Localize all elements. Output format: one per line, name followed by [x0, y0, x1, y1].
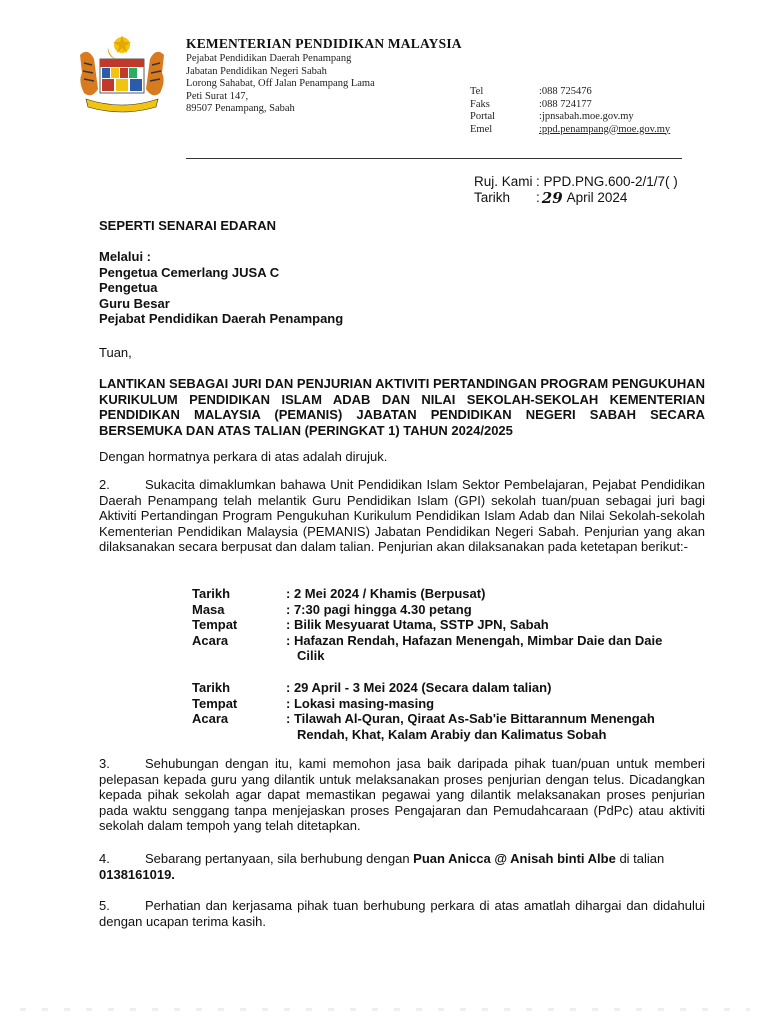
paragraph-5 — [99, 898, 705, 929]
paragraph-number: 4. — [99, 851, 110, 866]
schedule-value: : Hafazan Rendah, Hafazan Menengah, Mimbar Daie dan Daie — [286, 632, 663, 648]
paragraph-number: 2. — [99, 477, 110, 492]
address-line: 89507 Penampang, Sabah — [186, 103, 295, 114]
paragraph-text: Sukacita dimaklumkan bahawa Unit Pendidikan Islam Sektor Pembelajaran, Pejabat Pendidikan Daerah Penampang telah melantik Guru Pendidikan Islam (GPI) sekolah tuan/puan sebagai juri bagi Aktiviti Pertandingan Program Pengukuhan Kurikulum Pendidikan Islam Adab dan Nilai Sekolah-sekolah Kementerian Pendidikan Malaysia (PEMANIS) Jabatan Pendidikan Negeri Sabah. Penjurian yang akan dilaksanakan secara berpusat dan dalam talian. Penjurian akan dilaksanakan pada ketetapan berikut:- — [99, 477, 705, 554]
crest-tiger-left-icon — [80, 52, 98, 95]
schedule-row — [192, 633, 717, 649]
schedule-label: Acara — [192, 711, 229, 726]
contact-row-fax — [470, 99, 670, 112]
schedule-row — [192, 696, 717, 712]
address-line: Jabatan Pendidikan Negeri Sabah — [186, 65, 327, 77]
schedule-row — [192, 711, 717, 727]
office-address — [186, 53, 375, 116]
recipient-line: Pejabat Pendidikan Daerah Penampang — [99, 311, 344, 326]
contact-label: Emel — [470, 123, 493, 135]
contact-row-tel — [470, 86, 670, 99]
opening-line: Dengan hormatnya perkara di atas adalah dirujuk. — [99, 449, 388, 464]
crest-motto-ribbon-icon — [86, 99, 158, 112]
recipient-line: Pengetua Cemerlang JUSA C — [99, 264, 280, 280]
via-label: Melalui : — [99, 249, 152, 264]
address-line: Pejabat Pendidikan Daerah Penampang — [186, 53, 352, 64]
contact-row-email — [470, 124, 670, 137]
schedule-row-continued — [192, 727, 717, 743]
schedule-value: : 29 April - 3 Mei 2024 (Secara dalam talian) — [286, 680, 552, 695]
paragraph-text: di talian — [615, 851, 665, 866]
schedule-value: : 2 Mei 2024 / Khamis (Berpusat) — [286, 586, 486, 601]
paragraph-3 — [99, 756, 705, 834]
salutation: Tuan, — [99, 345, 132, 360]
recipient-line: Pengetua — [99, 280, 158, 295]
distribution-heading: SEPERTI SENARAI EDARAN — [99, 218, 276, 233]
crest-shield-icon — [100, 59, 144, 93]
letter-subject: LANTIKAN SEBAGAI JURI DAN PENJURIAN AKTIVITI PERTANDINGAN PROGRAM PENGUKUHAN KURIKULUM PENDIDIKAN ISLAM ADAB DAN NILAI SEKOLAH-SEKOLAH KEMENTERIAN PENDIDIKAN MALAYSIA (PEMANIS) JABATAN PENDIDIKAN NEGERI SABAH SECARA BERSEMUKA DAN ATAS TALIAN (PERINGKAT 1) TAHUN 2024/2025 — [99, 376, 705, 438]
schedule-label: Tempat — [192, 695, 238, 711]
address-line: Lorong Sahabat, Off Jalan Penampang Lama — [186, 78, 375, 89]
date-colon: : — [536, 190, 540, 205]
email-link[interactable]: :ppd.penampang@moe.gov.my — [539, 123, 671, 135]
paragraph-text: Sebarang pertanyaan, sila berhubung dengan — [145, 851, 414, 866]
contact-value: :088 724177 — [539, 98, 592, 110]
recipient-line: Guru Besar — [99, 295, 170, 311]
schedule-value: : Tilawah Al-Quran, Qiraat As-Sab'ie Bittarannum Menengah — [286, 711, 655, 726]
contact-row-portal — [470, 111, 670, 124]
reference-label: Ruj. Kami — [474, 174, 533, 189]
paragraph-number: 5. — [99, 898, 110, 913]
address-line: Peti Surat 147, — [186, 90, 249, 102]
contact-phone: 0138161019. — [99, 866, 175, 882]
malaysia-coat-of-arms-logo — [74, 33, 170, 115]
scan-artifact — [20, 1008, 750, 1011]
schedule-value: : Lokasi masing-masing — [286, 695, 435, 711]
schedule-row — [192, 586, 717, 602]
schedule-label: Tempat — [192, 617, 238, 632]
reference-block — [474, 174, 678, 206]
date-label: Tarikh — [474, 190, 511, 205]
contact-person-name: Puan Anicca @ Anisah binti Albe — [413, 851, 616, 866]
schedule-online — [192, 680, 717, 742]
paragraph-text: Sehubungan dengan itu, kami memohon jasa baik daripada pihak tuan/puan untuk memberi pelepasan kepada guru yang dilantik untuk melaksanakan proses penjurian dengan telus. Dicadangkan kepada pihak sekolah agar dapat memastikan pegawai yang dilantik melaksanakan proses penjurian pada waktu senggang tanpa menjejaskan proses Pengajaran dan Pemudahcaraan (PdPc) atau aktiviti sekolah dalam tempoh yang telah ditetapkan. — [99, 756, 705, 833]
schedule-label: Tarikh — [192, 680, 231, 695]
recipients-block — [99, 249, 343, 327]
contact-label: Tel — [470, 86, 484, 97]
paragraph-2 — [99, 477, 705, 555]
crest-tiger-right-icon — [146, 52, 164, 95]
contact-block — [470, 86, 670, 136]
schedule-value: : Bilik Mesyuarat Utama, SSTP JPN, Sabah — [286, 617, 549, 632]
paragraph-number: 3. — [99, 756, 110, 771]
schedule-label: Tarikh — [192, 586, 231, 601]
schedule-onsite — [192, 586, 717, 664]
date-row — [474, 190, 678, 206]
ministry-name: KEMENTERIAN PENDIDIKAN MALAYSIA — [186, 36, 462, 51]
schedule-label: Masa — [192, 601, 225, 617]
schedule-row-continued — [192, 648, 717, 664]
reference-value: : PPD.PNG.600-2/1/7( ) — [536, 174, 678, 189]
paragraph-4 — [99, 851, 705, 882]
schedule-value-continued: Cilik — [297, 648, 325, 663]
reference-row — [474, 174, 678, 190]
schedule-value-continued: Rendah, Khat, Kalam Arabiy dan Kalimatus Sobah — [297, 726, 607, 742]
contact-label: Faks — [470, 98, 490, 110]
schedule-value: : 7:30 pagi hingga 4.30 petang — [286, 601, 472, 617]
contact-value: :088 725476 — [539, 86, 592, 97]
contact-label: Portal — [470, 111, 496, 122]
schedule-row — [192, 680, 717, 696]
portal-link[interactable]: :jpnsabah.moe.gov.my — [539, 111, 634, 122]
schedule-row — [192, 617, 717, 633]
schedule-row — [192, 602, 717, 618]
date-month-year: April 2024 — [566, 190, 628, 205]
header-divider — [186, 158, 682, 159]
crest-star-icon — [108, 35, 131, 59]
schedule-label: Acara — [192, 632, 229, 648]
paragraph-text: Perhatian dan kerjasama pihak tuan berhubung perkara di atas amatlah dihargai dan didahului dengan ucapan terima kasih. — [99, 898, 705, 929]
date-day-handwritten: 29 — [541, 189, 563, 207]
